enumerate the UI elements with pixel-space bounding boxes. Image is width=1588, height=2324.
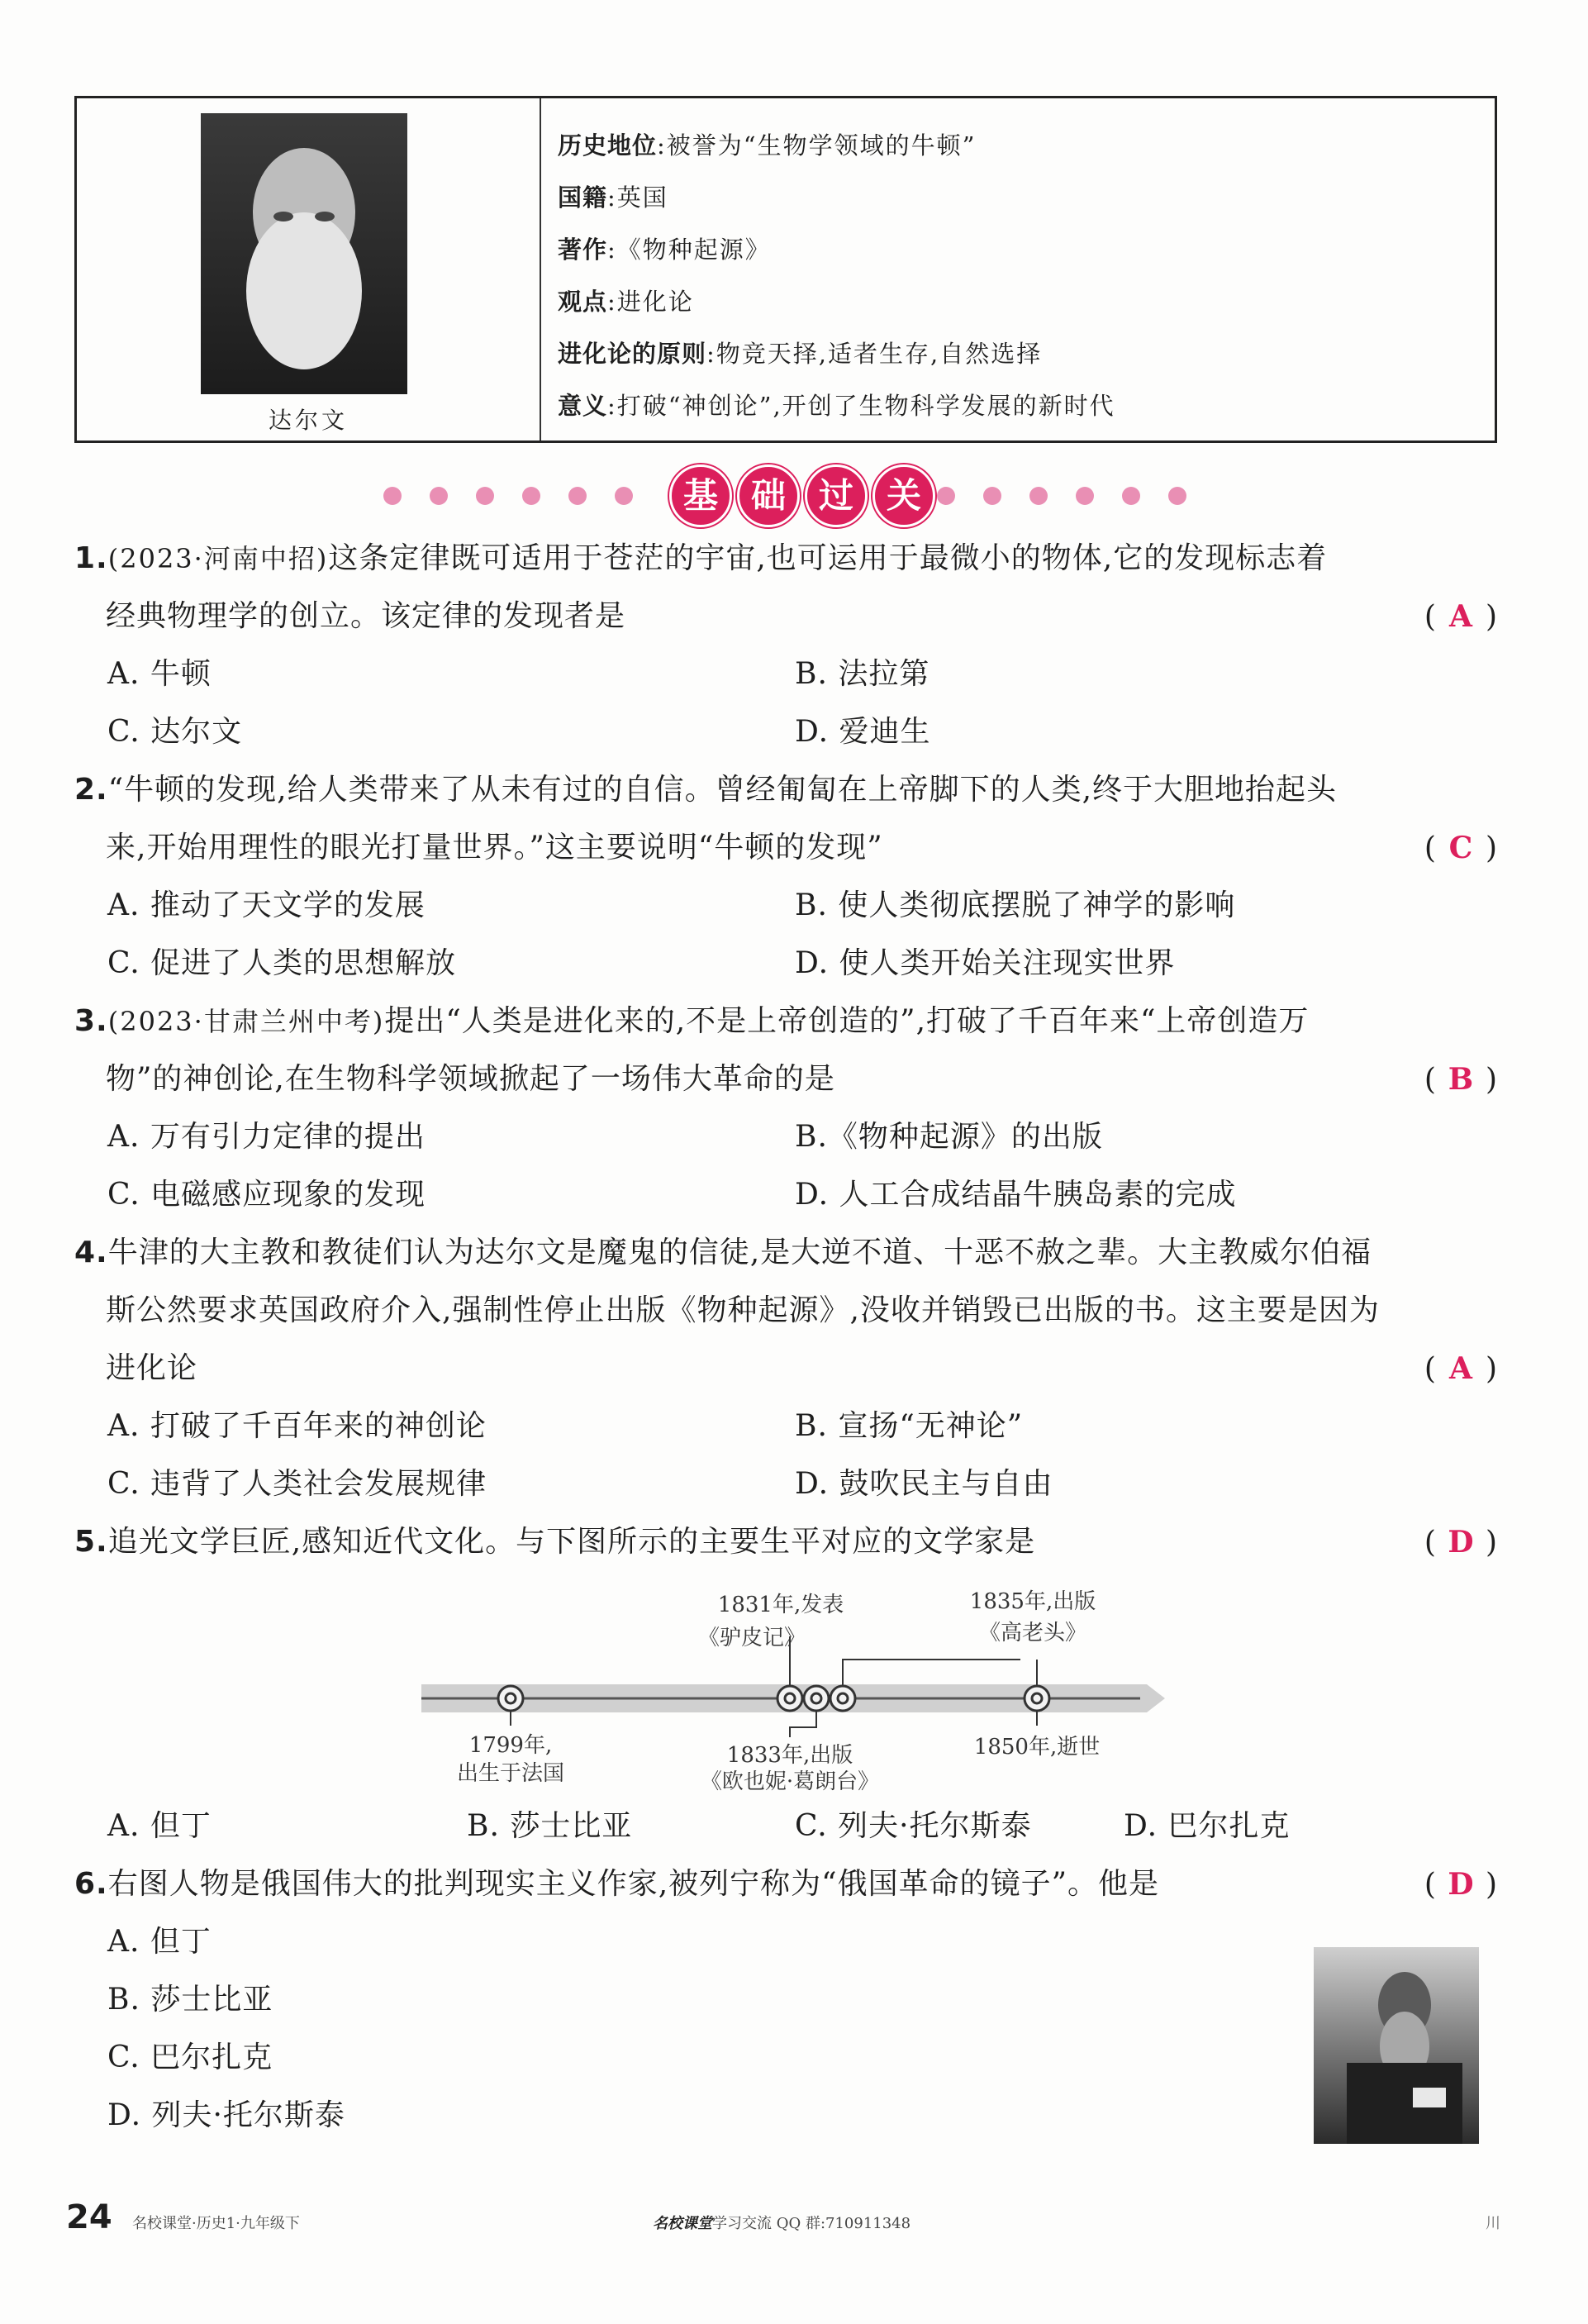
- footer-region: 川: [1486, 2215, 1500, 2232]
- info-row-view: [558, 276, 1495, 328]
- event-1799-year: 1799年,: [468, 1733, 553, 1758]
- event-marker: [830, 1686, 855, 1711]
- darwin-info-table: [74, 96, 1497, 443]
- answer-bracket: ( C ): [1424, 828, 1497, 869]
- question-text: 追光文学巨匠,感知近代文化。与下图所示的主要生平对应的文学家是: [107, 1525, 1036, 1559]
- info-label: 进化论的原则: [558, 340, 707, 368]
- answer-bracket: ( D ): [1424, 1864, 1497, 1905]
- portrait-cell: [77, 98, 541, 441]
- page-number: 24: [66, 2198, 112, 2236]
- tolstoy-photo: [1314, 1947, 1479, 2144]
- dot-icon: [937, 487, 955, 505]
- question-6-line-1: [74, 1864, 1495, 1904]
- option-b: B. 莎士比亚: [467, 1809, 633, 1843]
- info-row-status: [558, 120, 1495, 172]
- dot-icon: [1029, 487, 1048, 505]
- info-value: :《物种起源》: [607, 236, 771, 264]
- dot-icon: [1076, 487, 1094, 505]
- dot-icon: [983, 487, 1001, 505]
- option-a: A. 万有引力定律的提出: [107, 1120, 426, 1154]
- answer-letter: D: [1448, 1525, 1474, 1560]
- timeline-graphic: [421, 1579, 1181, 1793]
- section-banner: [0, 464, 1588, 531]
- dot-icon: [568, 487, 587, 505]
- event-1833-work: 《欧也妮·葛朗台》: [700, 1769, 880, 1793]
- info-label: 著作: [558, 236, 608, 264]
- info-label: 意义: [558, 392, 608, 420]
- option-a: A. 打破了千百年来的神创论: [107, 1409, 487, 1443]
- question-source: (2023·河南中招): [107, 543, 329, 574]
- event-1833-year: 1833年,出版: [726, 1743, 853, 1768]
- option-d: D. 鼓吹民主与自由: [795, 1467, 1053, 1501]
- question-text: 这条定律既可适用于苍茫的宇宙,也可运用于最微小的物体,它的发现标志着: [328, 541, 1328, 575]
- question-text: “牛顿的发现,给人类带来了从未有过的自信。曾经匍匐在上帝脚下的人类,终于大胆地抬起头: [107, 773, 1338, 807]
- question-number: 3.: [74, 1004, 108, 1038]
- event-1835-work: 《高老头》: [978, 1621, 1087, 1645]
- footer-qq-text: 学习交流 QQ 群:710911348: [712, 2215, 911, 2232]
- option-b: B. 法拉第: [795, 657, 930, 691]
- section-title-char: 基: [669, 464, 732, 527]
- option-b: B. 使人类彻底摆脱了神学的影响: [795, 888, 1236, 922]
- info-rows: [541, 98, 1495, 441]
- option-d: D. 列夫·托尔斯泰: [107, 2098, 345, 2132]
- question-3-line-2: 物”的神创论,在生物科学领域掀起了一场伟大革命的是: [106, 1062, 835, 1096]
- answer-letter: D: [1448, 1867, 1474, 1902]
- question-number: 1.: [74, 541, 108, 575]
- question-1-line-1: [74, 539, 1495, 579]
- event-1831-year: 1831年,发表: [717, 1593, 844, 1617]
- dot-icon: [430, 487, 448, 505]
- dot-icon: [1122, 487, 1140, 505]
- question-text: 提出“人类是进化来的,不是上帝创造的”,打破了千百年来“上帝创造万: [384, 1004, 1310, 1038]
- info-value: :英国: [607, 183, 668, 212]
- event-marker: [1025, 1686, 1049, 1711]
- question-number: 5.: [74, 1525, 108, 1559]
- footer-book-title: 名校课堂·历史1·九年级下: [132, 2215, 300, 2232]
- dot-icon: [1168, 487, 1186, 505]
- question-4-line-1: [74, 1233, 1495, 1273]
- section-title: [669, 464, 935, 527]
- answer-letter: A: [1448, 599, 1472, 634]
- option-b: B. 莎士比亚: [107, 1983, 273, 2017]
- question-1-line-2: 经典物理学的创立。该定律的发现者是: [106, 599, 626, 633]
- info-label: 观点: [558, 288, 608, 316]
- option-b: B.《物种起源》的出版: [795, 1120, 1103, 1154]
- answer-bracket: ( A ): [1424, 597, 1497, 637]
- option-a: A. 但丁: [107, 1925, 212, 1959]
- darwin-portrait: [201, 113, 407, 394]
- question-number: 4.: [74, 1236, 108, 1269]
- info-row-significance: [558, 380, 1495, 432]
- dot-icon: [615, 487, 633, 505]
- info-value: :进化论: [607, 288, 694, 316]
- question-text: 右图人物是俄国伟大的批判现实主义作家,被列宁称为“俄国革命的镜子”。他是: [107, 1867, 1159, 1901]
- info-row-principle: [558, 328, 1495, 380]
- option-a: A. 牛顿: [107, 657, 212, 691]
- answer-letter: C: [1448, 831, 1473, 865]
- section-title-char: 过: [805, 464, 868, 527]
- footer-qq-group: [653, 2212, 910, 2233]
- connector-line: [843, 1660, 1020, 1686]
- option-c: C. 巴尔扎克: [107, 2041, 273, 2074]
- question-4-line-3: 进化论: [106, 1351, 198, 1385]
- question-number: 2.: [74, 773, 108, 807]
- event-1831-work: 《驴皮记》: [697, 1626, 806, 1650]
- info-row-works: [558, 224, 1495, 276]
- option-c: C. 电磁感应现象的发现: [107, 1178, 426, 1212]
- answer-bracket: ( B ): [1424, 1060, 1497, 1100]
- option-d: D. 巴尔扎克: [1124, 1809, 1291, 1843]
- event-marker: [804, 1686, 829, 1711]
- section-title-char: 础: [737, 464, 800, 527]
- section-title-char: 关: [872, 464, 935, 527]
- question-text: 牛津的大主教和教徒们认为达尔文是魔鬼的信徒,是大逆不道、十恶不赦之辈。大主教威尔伯福: [107, 1236, 1372, 1269]
- answer-bracket: ( D ): [1424, 1522, 1497, 1563]
- question-2-line-2: 来,开始用理性的眼光打量世界。”这主要说明“牛顿的发现”: [106, 831, 883, 864]
- dot-icon: [522, 487, 540, 505]
- connector-line: [790, 1711, 816, 1737]
- event-1835-year: 1835年,出版: [969, 1589, 1096, 1614]
- question-4-line-2: 斯公然要求英国政府介入,强制性停止出版《物种起源》,没收并销毁已出版的书。这主要是因为: [106, 1293, 1380, 1327]
- event-1799-detail: 出生于法国: [456, 1761, 565, 1786]
- option-c: C. 列夫·托尔斯泰: [795, 1809, 1032, 1843]
- option-c: C. 达尔文: [107, 715, 243, 749]
- option-a: A. 推动了天文学的发展: [107, 888, 426, 922]
- answer-letter: A: [1448, 1351, 1472, 1386]
- portrait-caption: 达尔文: [268, 407, 348, 434]
- dot-icon: [383, 487, 402, 505]
- question-5-line-1: [74, 1522, 1495, 1562]
- event-1850-year: 1850年,逝世: [973, 1735, 1101, 1760]
- info-value: :被誉为“生物学领域的牛顿”: [657, 131, 977, 160]
- option-c: C. 促进了人类的思想解放: [107, 946, 457, 980]
- answer-letter: B: [1448, 1062, 1474, 1097]
- option-d: D. 使人类开始关注现实世界: [795, 946, 1176, 980]
- question-source: (2023·甘肃兰州中考): [107, 1006, 385, 1037]
- option-d: D. 爱迪生: [795, 715, 931, 749]
- info-label: 国籍: [558, 183, 608, 212]
- answer-bracket: ( A ): [1424, 1349, 1497, 1389]
- dot-icon: [476, 487, 494, 505]
- option-c: C. 违背了人类社会发展规律: [107, 1467, 487, 1501]
- option-b: B. 宣扬“无神论”: [795, 1409, 1024, 1443]
- option-a: A. 但丁: [107, 1809, 212, 1843]
- question-number: 6.: [74, 1867, 108, 1901]
- info-value: :物竞天择,适者生存,自然选择: [706, 340, 1043, 368]
- question-2-line-1: [74, 770, 1495, 810]
- life-timeline: [421, 1579, 1181, 1793]
- question-3-line-1: [74, 1002, 1495, 1041]
- footer-brand-logo: 名校课堂: [653, 2215, 712, 2232]
- info-value: :打破“神创论”,开创了生物科学发展的新时代: [607, 392, 1115, 420]
- info-row-nationality: [558, 172, 1495, 224]
- event-marker: [777, 1686, 802, 1711]
- page-footer: [0, 2198, 1588, 2248]
- info-label: 历史地位: [558, 131, 658, 160]
- option-d: D. 人工合成结晶牛胰岛素的完成: [795, 1178, 1237, 1212]
- event-marker: [498, 1686, 523, 1711]
